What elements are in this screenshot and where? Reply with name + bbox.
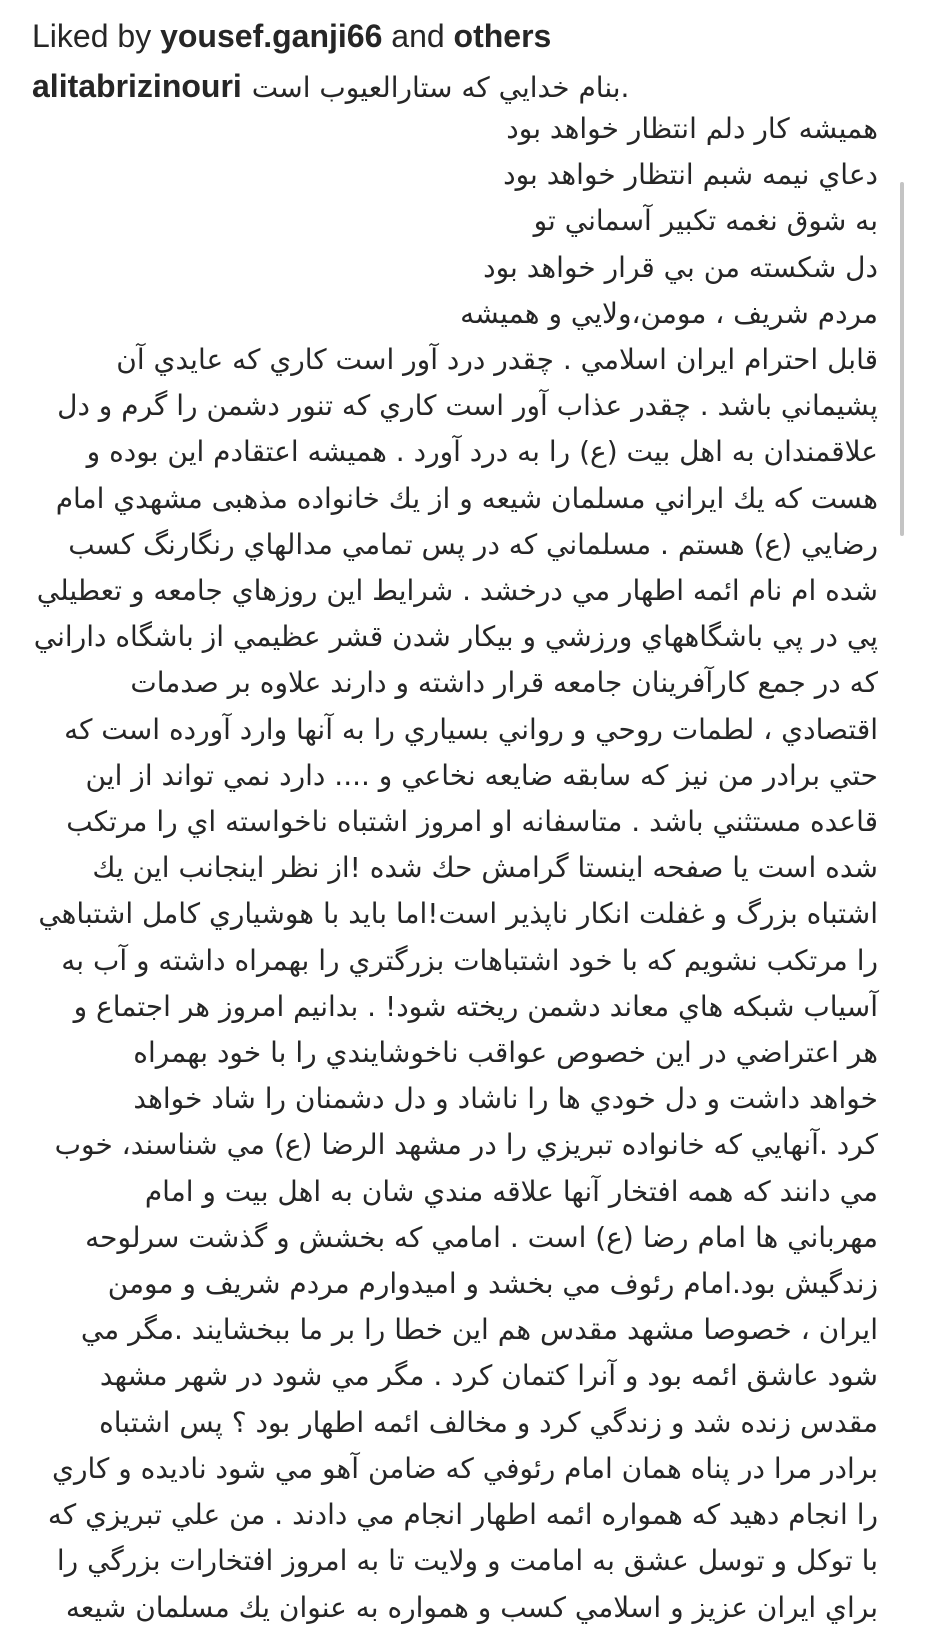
caption-line: برادر مرا در پناه همان امام رئوفي كه ضامن آهو مي شود ناديده و كاري <box>52 1451 878 1485</box>
caption-line: قاعده مستثني باشد . متاسفانه او امروز اشتباه ناخواسته اي را مرتكب <box>66 805 878 839</box>
caption-line: رضايي (ع) هستم . مسلماني كه در پس تمامي مدالهاي رنگارنگ كسب <box>68 527 878 561</box>
caption-line: دل شكسته من بي قرار خواهد بود <box>483 250 878 284</box>
caption-line: براي ايران عزيز و اسلامي كسب و همواره به عنوان يك مسلمان شيعه <box>65 1590 878 1624</box>
likes-summary <box>32 14 551 58</box>
liked-by-username-link[interactable]: yousef.ganji66 <box>160 18 383 54</box>
caption-line: شده ام نام ائمه اطهار مي درخشد . شرايط اين روزهاي جامعه و تعطيلي <box>36 574 878 608</box>
caption-first-line: .بنام خدايي كه ستارالعيوب است <box>251 71 630 104</box>
caption-line: اقتصادي ، لطمات روحي و رواني بسياري را به آنها وارد آورده است كه <box>64 712 878 746</box>
caption-line: قابل احترام ايران اسلامي . چقدر درد آور است كاري كه عايدي آن <box>116 343 878 377</box>
caption-line: ايران ، خصوصا مشهد مقدس هم اين خطا را بر ما ببخشايند .مگر مي <box>80 1313 878 1347</box>
caption-line: را انجام دهيد كه همواره ائمه اطهار انجام مي دادند . من علي تبريزي كه <box>47 1498 878 1532</box>
caption-line: را مرتكب نشويم كه با خود اشتباهات بزرگتري را بهمراه داشته و آب به <box>61 943 878 977</box>
caption-line: مردم شريف ، مومن،ولايي و هميشه <box>460 296 878 330</box>
caption-line: مقدس زنده شد و زندگي كرد و مخالف ائمه اطهار بود ؟ پس اشتباه <box>99 1405 878 1439</box>
caption-line: دعاي نيمه شبم انتظار خواهد بود <box>503 158 878 192</box>
caption-header <box>32 64 892 110</box>
caption-line: با توكل و توسل عشق به امامت و ولايت تا به امروز افتخارات بزرگي را <box>56 1544 878 1578</box>
scrollbar[interactable] <box>900 182 904 536</box>
caption-line: پي در پي باشگاههاي ورزشي و بيكار شدن قشر عظيمي از باشگاه داراني <box>33 620 878 654</box>
likes-prefix: Liked by <box>32 18 152 54</box>
likes-others-link[interactable]: others <box>453 18 552 54</box>
caption-line: علاقمندان به اهل بيت (ع) را به درد آورد . هميشه اعتقادم اين بوده و <box>86 435 878 469</box>
caption-line: شده است يا صفحه اينستا گرامش حك شده !از نظر اينجانب اين يك <box>92 851 878 885</box>
caption-line: كه در جمع كارآفرينان جامعه قرار داشته و دارند علاوه بر صدمات <box>130 666 878 700</box>
caption-line: زندگيش بود.امام رئوف مي بخشد و اميدوارم مردم شريف و مومن <box>107 1267 878 1301</box>
caption-line: حتي برادر من نيز كه سابقه ضايعه نخاعي و .... دارد نمي تواند از اين <box>85 758 878 792</box>
caption-text <box>32 106 878 1631</box>
caption-line: خواهد داشت و دل خودي ها را ناشاد و دل دشمنان را شاد خواهد <box>133 1082 878 1116</box>
caption-line: مهرباني ها امام رضا (ع) است . امامي كه بخشش و گذشت سرلوحه <box>85 1220 878 1254</box>
caption-line: پشيماني باشد . چقدر عذاب آور است كاري كه تنور دشمن را گرم و دل <box>57 389 878 423</box>
caption-line: كرد .آنهايي كه خانواده تبريزي را در مشهد الرضا (ع) مي شناسند، خوب <box>54 1128 878 1162</box>
likes-conjunction: and <box>391 18 445 54</box>
caption-line: هميشه كار دلم انتظار خواهد بود <box>506 112 878 145</box>
caption-line: شود عاشق ائمه بود و آنرا كتمان كرد . مگر مي شود در شهر مشهد <box>99 1359 878 1393</box>
caption-line: مي دانند كه همه افتخار آنها علاقه مندي شان به اهل بيت و امام <box>144 1174 878 1208</box>
caption-line: هر اعتراضي در اين خصوص عواقب ناخوشايندي را با خود بهمراه <box>133 1036 878 1070</box>
caption-line: اشتباه بزرگ و غفلت انكار ناپذير است!اما بايد با هوشياري كامل اشتباهي <box>38 897 878 931</box>
caption-username-link[interactable]: alitabrizinouri <box>32 68 242 104</box>
caption-line: آسياب شبكه هاي معاند دشمن ريخته شود! . بدانيم امروز هر اجتماع و <box>73 989 878 1023</box>
caption-line: به شوق نغمه تكبير آسماني تو <box>533 204 878 238</box>
caption-line: هست كه يك ايراني مسلمان شيعه و از يك خانواده مذهبی مشهدي امام <box>55 481 878 515</box>
